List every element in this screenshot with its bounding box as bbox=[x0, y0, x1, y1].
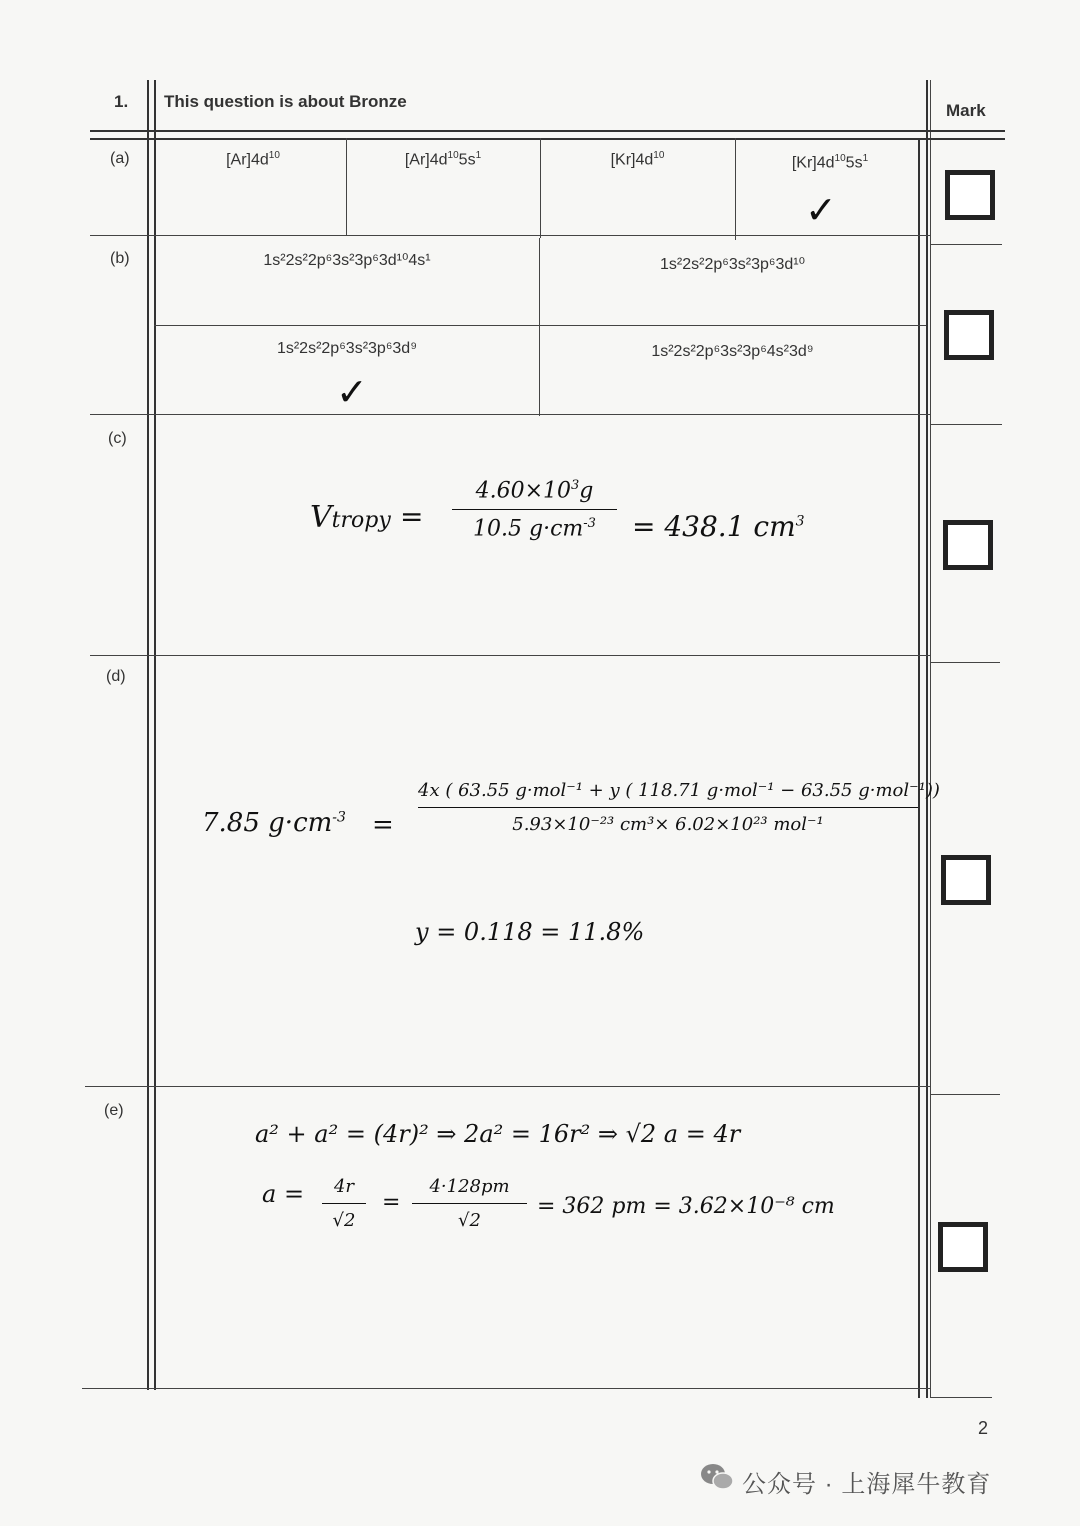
header-bottom-line-2 bbox=[90, 138, 1005, 140]
part-b-middle-line bbox=[154, 325, 926, 326]
frame-left-line-1 bbox=[147, 80, 149, 1390]
part-d-mark-box[interactable] bbox=[941, 855, 991, 905]
part-a-option-3[interactable]: $[Kr]4d^{10}$ bbox=[610, 150, 665, 169]
part-e-bottom-right bbox=[930, 1397, 992, 1398]
part-e-fraction-2: $\frac{4\cdot 128pm}{√2}$ bbox=[412, 1176, 527, 1231]
part-c-label: (c) bbox=[108, 430, 127, 447]
part-d-result: y = 0.118 = 11.8% bbox=[415, 918, 645, 946]
part-b-option-1[interactable]: 1s²2s²2p⁶3s²3p⁶3d¹⁰4s¹ bbox=[263, 252, 431, 269]
part-e-result: = 362 pm = 3.62×10⁻⁸ cm bbox=[537, 1194, 835, 1219]
part-d-label: (d) bbox=[106, 668, 126, 685]
part-a-option-2[interactable]: $[Ar]4d^{10}5s^1$ bbox=[404, 150, 482, 169]
part-d-fraction bbox=[418, 780, 940, 835]
part-d-numerator: 4x ( 63.55 g·mol⁻¹ + y ( 118.71 g·mol⁻¹ − 63.55 g·mol⁻¹)) bbox=[418, 780, 918, 808]
part-e-line-1: a² + a² = (4r)² ⇒ 2a² = 16r² ⇒ √2 a = 4r bbox=[255, 1120, 741, 1148]
part-b-option-4[interactable]: 1s²2s²2p⁶3s²3p⁶4s²3d⁹ bbox=[651, 343, 814, 360]
part-d-bottom-line bbox=[85, 1086, 930, 1087]
part-b-tick-mark: ✓ bbox=[336, 370, 368, 414]
part-b-bottom-right bbox=[930, 424, 1002, 425]
part-e-fraction-1: $\frac{4r}{√2}$ bbox=[322, 1176, 366, 1231]
part-a-label: (a) bbox=[110, 150, 130, 167]
part-c-numerator: $4.60\times 10^3g$ bbox=[452, 478, 617, 510]
part-e-label: (e) bbox=[104, 1102, 124, 1119]
part-b-option-3[interactable]: 1s²2s²2p⁶3s²3p⁶3d⁹ bbox=[276, 340, 418, 357]
part-e-a-equals: a = bbox=[262, 1180, 305, 1208]
part-c-lhs: Vtropy bbox=[310, 500, 391, 535]
part-a-tick-mark: ✓ bbox=[805, 188, 837, 232]
part-a-option-1[interactable]: $[Ar]4d^{10}$ bbox=[226, 150, 280, 169]
frame-left-line-2 bbox=[154, 80, 156, 1390]
part-e-bottom-line bbox=[82, 1388, 930, 1389]
part-b-label: (b) bbox=[110, 250, 130, 267]
part-d-lhs: 7.85 $g\cdot cm^{-3}$ bbox=[202, 808, 346, 838]
mark-header: Mark bbox=[946, 101, 986, 120]
part-b-divider bbox=[539, 238, 540, 416]
part-d-equals: = bbox=[372, 810, 394, 840]
frame-right-line-2 bbox=[926, 80, 928, 1398]
part-b-bottom-line bbox=[90, 414, 930, 415]
watermark-text: 公众号 · 上海犀牛教育 bbox=[742, 1471, 992, 1498]
frame-right-line-1 bbox=[918, 140, 920, 1398]
part-e-equals-1: = bbox=[382, 1190, 401, 1215]
part-a-mark-box[interactable] bbox=[945, 170, 995, 220]
page-number: 2 bbox=[978, 1418, 989, 1438]
part-d-bottom-right bbox=[930, 1094, 1000, 1095]
frame-right-line-3 bbox=[930, 80, 931, 1398]
wechat-icon bbox=[700, 1462, 734, 1492]
part-c-bottom-right bbox=[930, 662, 1000, 663]
part-c-denominator: 10.5 $g\cdot cm^{-3}$ bbox=[473, 516, 596, 542]
part-a-option-4[interactable]: $[Kr]4d^{10}5s^1$ bbox=[791, 153, 869, 172]
question-title: This question is about Bronze bbox=[164, 92, 407, 111]
part-b-mark-box[interactable] bbox=[944, 310, 994, 360]
header-bottom-line bbox=[90, 130, 1005, 132]
part-c-mark-box[interactable] bbox=[943, 520, 993, 570]
question-number: 1. bbox=[114, 92, 129, 111]
part-c-result: = 438.1 $cm^3$ bbox=[632, 510, 805, 543]
part-d-denominator: 5.93×10⁻²³ cm³× 6.02×10²³ mol⁻¹ bbox=[512, 814, 824, 835]
part-c-equals: = bbox=[400, 500, 424, 533]
part-a-bottom-line bbox=[90, 235, 930, 236]
part-e-mark-box[interactable] bbox=[938, 1222, 988, 1272]
part-b-option-2[interactable]: 1s²2s²2p⁶3s²3p⁶3d¹⁰ bbox=[660, 256, 805, 273]
part-c-fraction bbox=[452, 478, 617, 542]
part-c-bottom-line bbox=[90, 655, 930, 656]
part-a-bottom-right bbox=[930, 244, 1002, 245]
